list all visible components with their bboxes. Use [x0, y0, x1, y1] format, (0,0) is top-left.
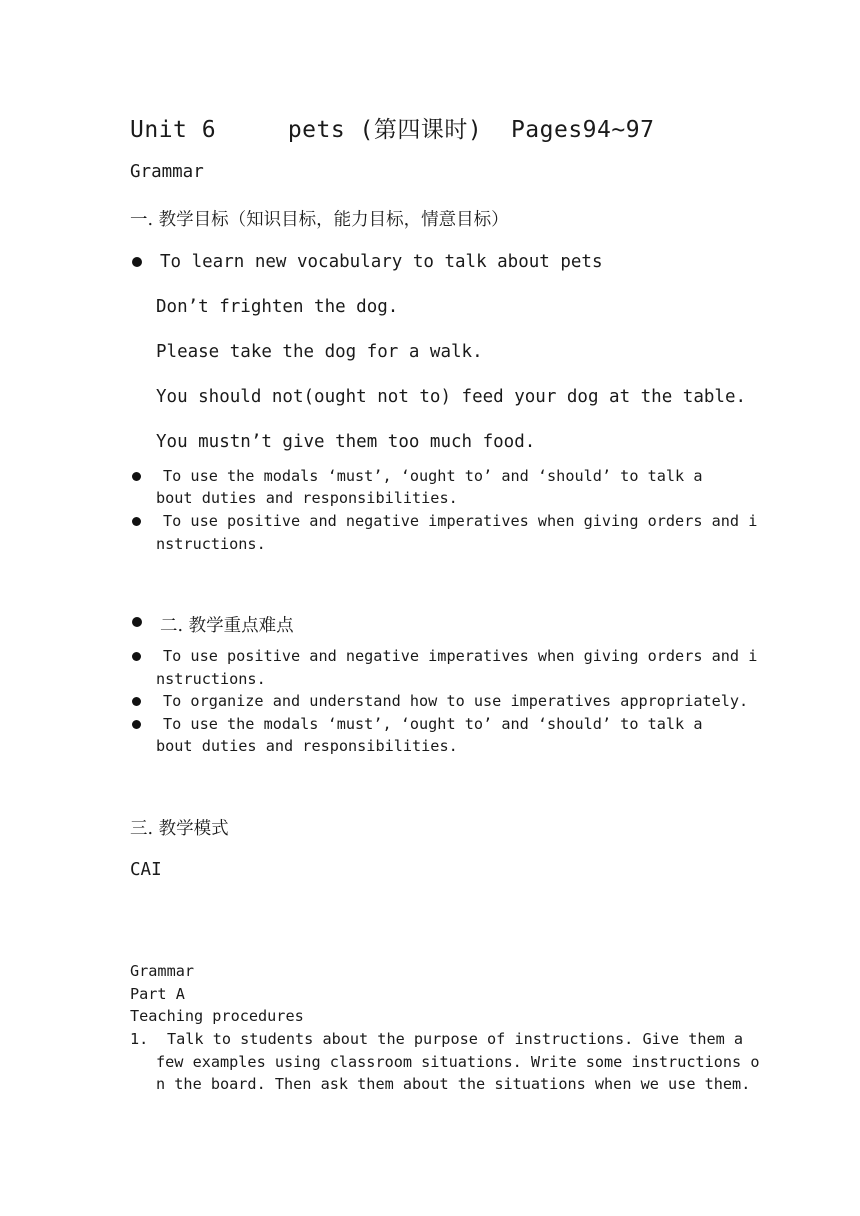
section-1-bullet-1: To learn new vocabulary to talk about pets: [160, 252, 603, 272]
procedures-part: Part A: [130, 985, 185, 1003]
section-1-bullet-3-line-1: To use positive and negative imperatives when giving orders and i: [163, 512, 758, 530]
example-4: You mustn’t give them too much food.: [156, 432, 536, 452]
page-title: Unit 6 pets (第四课时) Pages94~97: [130, 117, 655, 143]
bullet-icon: [132, 697, 141, 706]
example-1: Don’t frighten the dog.: [156, 297, 399, 317]
section-2-bullet-1-line-2: nstructions.: [156, 670, 266, 688]
section-1-bullet-2-line-1: To use the modals ‘must’, ‘ought to’ and ‘should’ to talk a: [163, 467, 703, 485]
bullet-icon: [132, 257, 142, 267]
section-1-bullet-2-line-2: bout duties and responsibilities.: [156, 489, 458, 507]
procedure-item-number: 1.: [130, 1030, 149, 1048]
procedure-item-1-line-1: Talk to students about the purpose of instructions. Give them a: [167, 1030, 744, 1048]
example-3: You should not(ought not to) feed your dog at the table.: [156, 387, 747, 407]
section-3-heading: 三. 教学模式: [130, 819, 229, 839]
procedure-item-1-line-2: few examples using classroom situations. Write some instructions o: [156, 1053, 760, 1071]
bullet-icon: [132, 517, 141, 526]
bullet-icon: [132, 652, 141, 661]
section-2-bullet-1-line-1: To use positive and negative imperatives when giving orders and i: [163, 647, 758, 665]
section-2-bullet-3-line-1: To use the modals ‘must’, ‘ought to’ and ‘should’ to talk a: [163, 715, 703, 733]
teaching-mode: CAI: [130, 860, 162, 880]
section-1-bullet-3-line-2: nstructions.: [156, 535, 266, 553]
section-2-bullet-3-line-2: bout duties and responsibilities.: [156, 737, 458, 755]
subtitle: Grammar: [130, 162, 204, 182]
example-2: Please take the dog for a walk.: [156, 342, 483, 362]
bullet-icon: [132, 720, 141, 729]
section-2-heading: 二. 教学重点难点: [160, 616, 294, 636]
bullet-icon: [132, 472, 141, 481]
procedures-grammar: Grammar: [130, 962, 195, 980]
procedures-heading: Teaching procedures: [130, 1007, 304, 1025]
procedure-item-1-line-3: n the board. Then ask them about the situations when we use them.: [156, 1075, 751, 1093]
section-2-bullet-2: To organize and understand how to use imperatives appropriately.: [163, 692, 749, 710]
section-1-heading: 一. 教学目标（知识目标，能力目标，情意目标）: [130, 210, 509, 230]
bullet-icon: [132, 617, 142, 627]
